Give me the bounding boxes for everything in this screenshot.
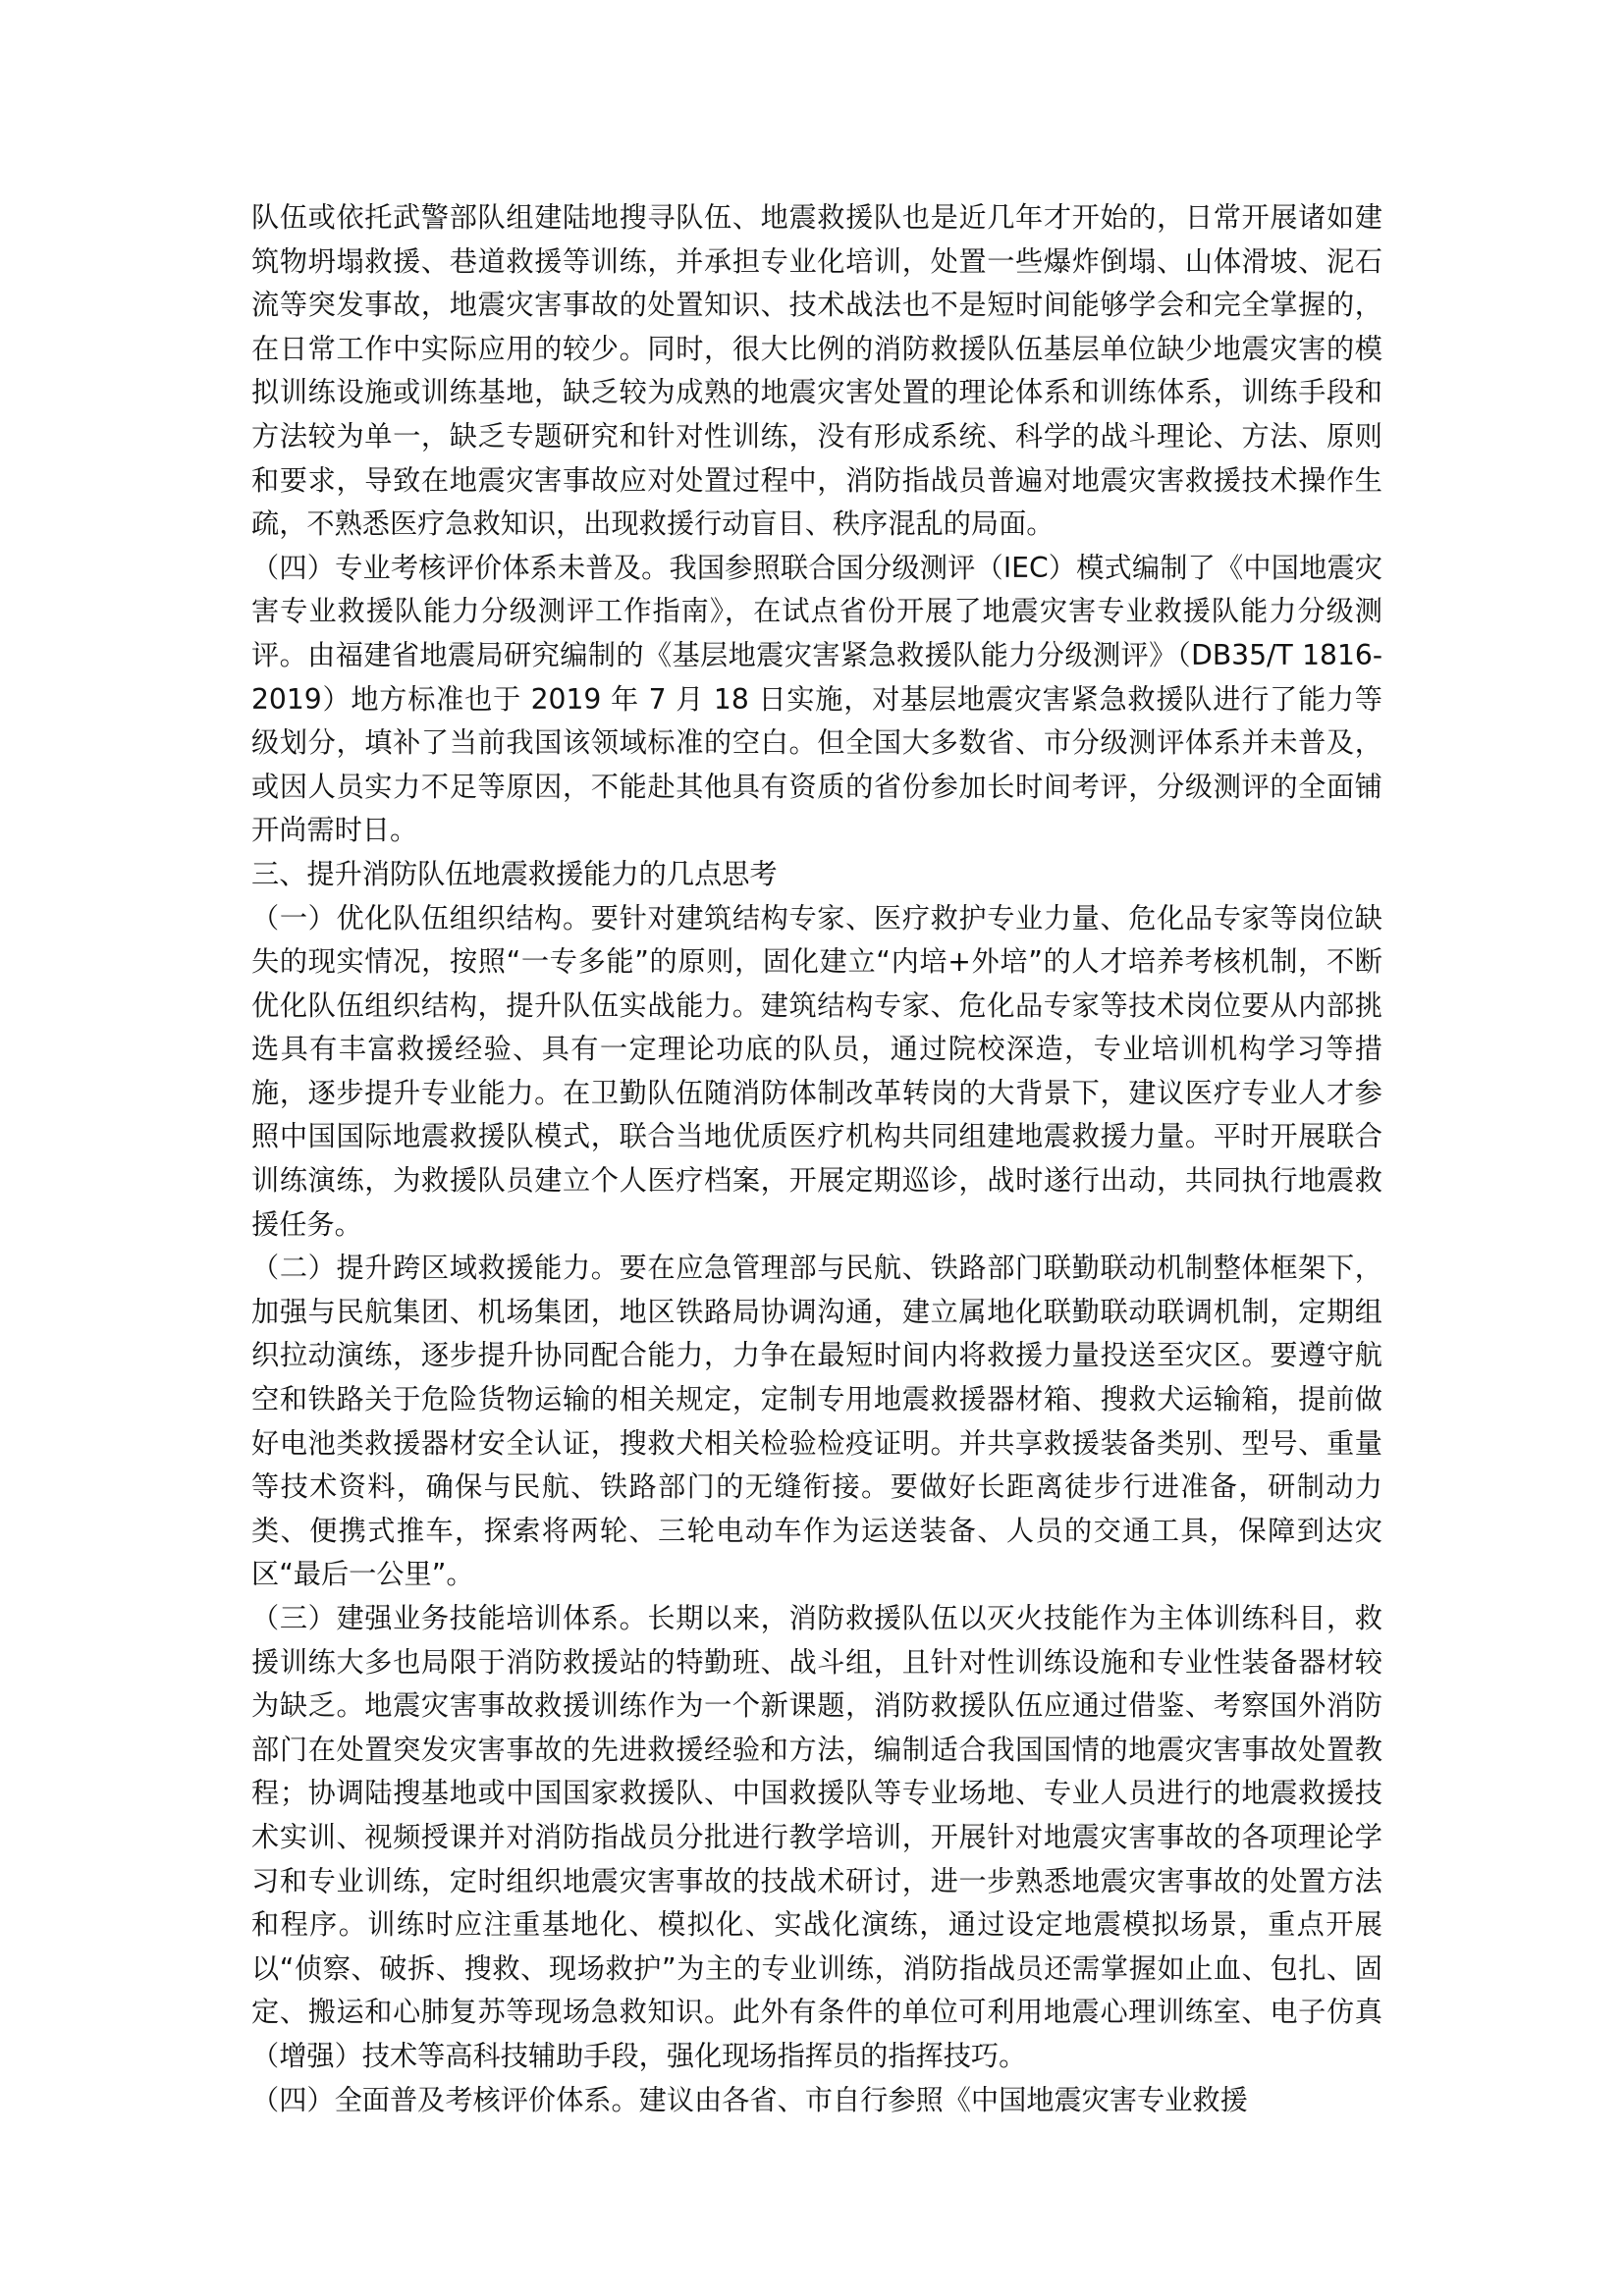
paragraph-optimize-structure: （一）优化队伍组织结构。要针对建筑结构专家、医疗救护专业力量、危化品专家等岗位缺失的现实情况，按照“一专多能”的原则，固化建立“内培+外培”的人才培养考核机制，不断优化队伍组织结构，提升队伍实战能力。建筑结构专家、危化品专家等技术岗位要从内部挑选具有丰富救援经验、具有一定理论功底的队员，通过院校深造，专业培训机构学习等措施，逐步提升专业能力。在卫勤队伍随消防体制改革转岗的大背景下，建议医疗专业人才参照中国国际地震救援队模式，联合当地优质医疗机构共同组建地震救援力量。平时开展联合训练演练，为救援队员建立个人医疗档案，开展定期巡诊，战时遂行出动，共同执行地震救援任务。	[251, 901, 1382, 1241]
paragraph-training-system: （三）建强业务技能培训体系。长期以来，消防救援队伍以灭火技能作为主体训练科目，救援训练大多也局限于消防救援站的特勤班、战斗组，且针对性训练设施和专业性装备器材较为缺乏。地震灾害事故救援训练作为一个新课题，消防救援队伍应通过借鉴、考察国外消防部门在处置突发灾害事故的先进救援经验和方法，编制适合我国国情的地震灾害事故处置教程；协调陆搜基地或中国国家救援队、中国救援队等专业场地、专业人员进行的地震救援技术实训、视频授课并对消防指战员分批进行教学培训，开展针对地震灾害事故的各项理论学习和专业训练，定时组织地震灾害事故的技战术研讨，进一步熟悉地震灾害事故的处置方法和程序。训练时应注重基地化、模拟化、实战化演练，通过设定地震模拟场景，重点开展以“侦察、破拆、搜救、现场救护”为主的专业训练，消防指战员还需掌握如止血、包扎、固定、搬运和心肺复苏等现场急救知识。此外有条件的单位可利用地震心理训练室、电子仿真（增强）技术等高科技辅助手段，强化现场指挥员的指挥技巧。	[251, 1602, 1382, 2072]
paragraph-continued-training: 队伍或依托武警部队组建陆地搜寻队伍、地震救援队也是近几年才开始的，日常开展诸如建筑物坍塌救援、巷道救援等训练，并承担专业化培训，处置一些爆炸倒塌、山体滑坡、泥石流等突发事故，地震灾害事故的处置知识、技术战法也不是短时间能够学会和完全掌握的，在日常工作中实际应用的较少。同时，很大比例的消防救援队伍基层单位缺少地震灾害的模拟训练设施或训练基地，缺乏较为成熟的地震灾害处置的理论体系和训练体系，训练手段和方法较为单一，缺乏专题研究和针对性训练，没有形成系统、科学的战斗理论、方法、原则和要求，导致在地震灾害事故应对处置过程中，消防指战员普遍对地震灾害救援技术操作生疏，不熟悉医疗急救知识，出现救援行动盲目、秩序混乱的局面。	[251, 201, 1382, 541]
paragraph-assessment-system: （四）专业考核评价体系未普及。我国参照联合国分级测评（IEC）模式编制了《中国地震灾害专业救援队能力分级测评工作指南》，在试点省份开展了地震灾害专业救援队能力分级测评。由福建省地震局研究编制的《基层地震灾害紧急救援队能力分级测评》（DB35/T 1816-2019）地方标准也于 2019 年 7 月 18 日实施，对基层地震灾害紧急救援队进行了能力等级划分，填补了当前我国该领域标准的空白。但全国大多数省、市分级测评体系并未普及，或因人员实力不足等原因，不能赴其他具有资质的省份参加长时间考评，分级测评的全面铺开尚需时日。	[251, 551, 1382, 847]
section-heading-three: 三、提升消防队伍地震救援能力的几点思考	[251, 857, 778, 890]
paragraph-cross-region-rescue: （二）提升跨区域救援能力。要在应急管理部与民航、铁路部门联勤联动机制整体框架下，加强与民航集团、机场集团，地区铁路局协调沟通，建立属地化联勤联动联调机制，定期组织拉动演练，逐步提升协同配合能力，力争在最短时间内将救援力量投送至灾区。要遵守航空和铁路关于危险货物运输的相关规定，定制专用地震救援器材箱、搜救犬运输箱，提前做好电池类救援器材安全认证，搜救犬相关检验检疫证明。并共享救援装备类别、型号、重量等技术资料，确保与民航、铁路部门的无缝衔接。要做好长距离徒步行进准备，研制动力类、便携式推车，探索将两轮、三轮电动车作为运送装备、人员的交通工具，保障到达灾区“最后一公里”。	[251, 1252, 1382, 1591]
paragraph-evaluation-system: （四）全面普及考核评价体系。建议由各省、市自行参照《中国地震灾害专业救援	[251, 2083, 1248, 2116]
body-text	[251, 196, 1382, 2122]
